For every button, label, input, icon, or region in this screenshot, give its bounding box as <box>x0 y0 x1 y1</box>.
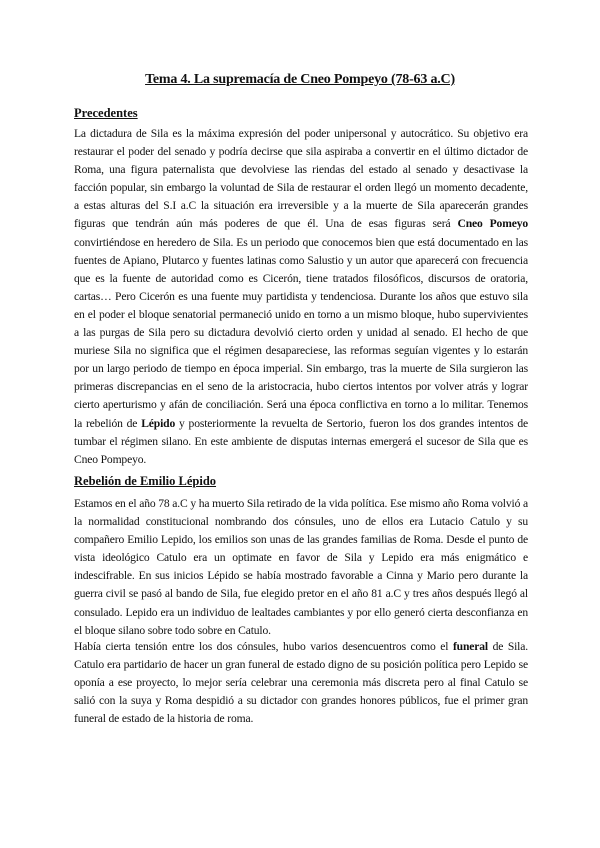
paragraph-text: convirtiéndose en heredero de Sila. Es un periodo que conocemos bien que está documentado en las fuentes de Apiano, Plutarco y fuentes latinas como Salustio y un autor que aparecerá con frecuencia que es la fuente de autoridad como es Cicerón, tiene tratados filosóficos, discursos de oratoria, cartas… Pero Cicerón es una fuente muy partidista y tendenciosa. Durante los años que estuvo sila en el poder el bloque senatorial permaneció unido en torno a un mismo bloque, hubo supervivientes a las purgas de Sila pero su dictadura devolvió cierto orden y unidad al senado. El hecho de que muriese Sila no significa que el régimen desapareciese, las reformas seguían vigentes y lo estarán por un largo periodo de tiempo en época imperial. Sin embargo, tras la muerte de Sila surgieron las primeras discrepancias en el seno de la aristocracia, hubo ciertos intentos por volver atrás y lograr cierto aperturismo y afán de conciliación. Será una época conflictiva en torno a lo militar. Tenemos la rebelión de <box>74 235 528 430</box>
paragraph-text: Estamos en el año 78 a.C y ha muerto Sila retirado de la vida política. Ese mismo año Roma volvió a la normalidad constitucional nombrando dos cónsules, uno de ellos era Lutacio Catulo y su compañero Emilio Lepido, los emilios son unas de las grandes familias de Roma. Desde el punto de vista ideológico Catulo era un optimate en favor de Sila y Lepido era más enigmático e indescifrable. En sus inicios Lépido se había mostrado favorable a Cinna y Mario pero durante la guerra civil se pasó al bando de Sila, fue elegido pretor en el año 81 a.C y tres años después llegó al consulado. Lepido era un individuo de lealtades cambiantes y por ello generó cierta desconfianza en el bloque silano sobre todo sobre en Catulo. <box>74 497 528 637</box>
bold-term-funeral: funeral <box>452 640 488 653</box>
section-heading-precedentes: Precedentes <box>74 106 138 120</box>
section-heading-rebelion-lepido: Rebelión de Emilio Lépido <box>74 474 217 488</box>
paragraph-rebelion-1 <box>74 495 528 640</box>
paragraph-precedentes <box>74 125 528 469</box>
paragraph-text: Había cierta tensión entre los dos cónsules, hubo varios desencuentros como el <box>74 640 453 653</box>
bold-term-lepido: Lépido <box>141 416 176 430</box>
paragraph-text: de Sila. Catulo era partidario de hacer un gran funeral de estado digno de su posición política pero Lepido se oponía a ese proyecto, lo mejor sería celebrar una ceremonia más discreta pero al final Catulo se salió con la suya y Roma despidió a su dictador con grandes honores públicos, fue el primer gran funeral de estado de la historia de roma. <box>74 640 529 726</box>
document-title: Tema 4. La supremacía de Cneo Pompeyo (78-63 a.C) <box>145 72 455 87</box>
bold-term-cneo-pomeyo: Cneo Pomeyo <box>457 217 528 231</box>
paragraph-rebelion-2 <box>74 638 528 728</box>
paragraph-text: y posteriormente la revuelta de Sertorio, fueron los dos grandes intentos de tumbar el régimen silano. En este ambiente de disputas internas emergerá el sucesor de Sila que es Cneo Pompeyo. <box>74 416 528 466</box>
paragraph-text: La dictadura de Sila es la máxima expresión del poder unipersonal y autocrático. Su objetivo era restaurar el poder del senado y podría decirse que sila aspiraba a convertir en el último dictador de Roma, una figura paternalista que devolviese las riendas del estado al senado y desactivase la facción popular, sin embargo la voluntad de Sila de restaurar el orden llegó un momento decadente, a estas alturas del S.I a.C la situación era irreversible y a la muerte de Sila aparecerán grandes figuras que tendrán aún más poderes de que él. Una de esas figuras será <box>74 127 528 231</box>
